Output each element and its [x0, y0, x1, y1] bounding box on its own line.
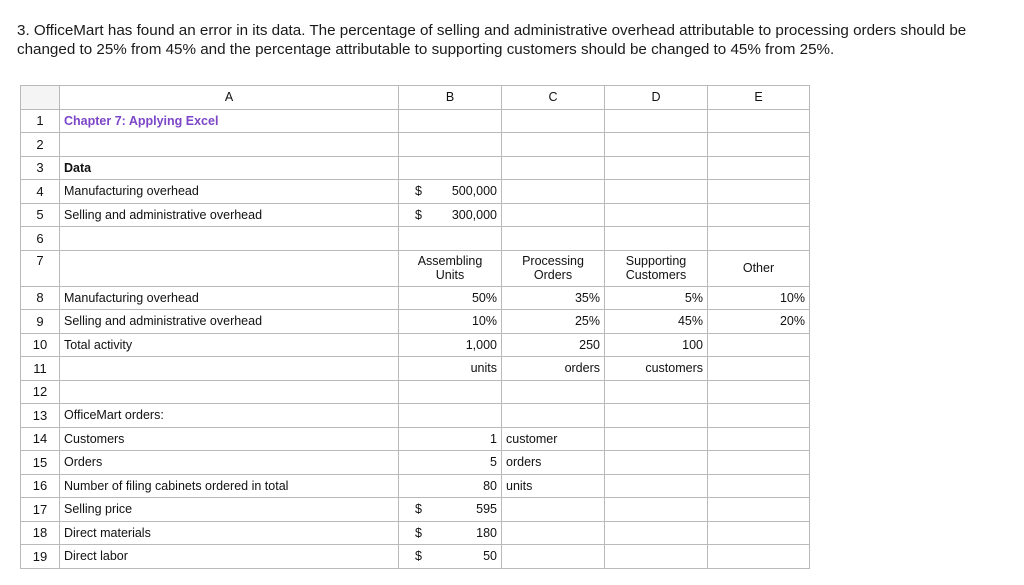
cell-c19[interactable]: [502, 545, 605, 569]
header-line-2: Units: [435, 268, 465, 282]
cell-d16[interactable]: [605, 474, 708, 498]
row-header[interactable]: 2: [21, 133, 60, 157]
cell-c2[interactable]: [502, 133, 605, 157]
cell-e10[interactable]: [708, 333, 810, 357]
amount: 300,000: [451, 207, 497, 222]
header-line-1: Supporting: [625, 254, 687, 268]
cell-e19[interactable]: [708, 545, 810, 569]
header-line-2: Orders: [533, 268, 573, 282]
row-header[interactable]: 18: [21, 521, 60, 545]
cell-c6[interactable]: [502, 227, 605, 251]
dollar-sign: $: [415, 549, 422, 564]
cell-a12[interactable]: [60, 380, 399, 404]
cell-b6[interactable]: [399, 227, 502, 251]
cell-b15[interactable]: 5: [399, 451, 502, 475]
cell-c5[interactable]: [502, 203, 605, 227]
cell-d8[interactable]: 5%: [605, 286, 708, 310]
table-row: [21, 427, 810, 451]
dollar-sign: $: [415, 502, 422, 517]
cell-e5[interactable]: [708, 203, 810, 227]
corner-cell[interactable]: [21, 86, 60, 110]
amount: 50: [483, 549, 497, 564]
cell-a10[interactable]: Total activity: [60, 333, 399, 357]
cell-a8[interactable]: Manufacturing overhead: [60, 286, 399, 310]
cell-b1[interactable]: [399, 109, 502, 133]
cell-c12[interactable]: [502, 380, 605, 404]
row-header[interactable]: 8: [21, 286, 60, 310]
column-header-row: [21, 86, 810, 110]
spreadsheet: [20, 85, 810, 569]
row-header[interactable]: 3: [21, 156, 60, 180]
row-header[interactable]: 6: [21, 227, 60, 251]
cell-c8[interactable]: 35%: [502, 286, 605, 310]
table-row: [21, 180, 810, 204]
cell-d15[interactable]: [605, 451, 708, 475]
cell-b19[interactable]: [399, 545, 502, 569]
table-row: [21, 380, 810, 404]
cell-a14[interactable]: Customers: [60, 427, 399, 451]
cell-e2[interactable]: [708, 133, 810, 157]
cell-b3[interactable]: [399, 156, 502, 180]
cell-b5[interactable]: [399, 203, 502, 227]
cell-c1[interactable]: [502, 109, 605, 133]
table-row: [21, 451, 810, 475]
cell-e15[interactable]: [708, 451, 810, 475]
table-row: [21, 109, 810, 133]
cell-d17[interactable]: [605, 498, 708, 522]
cell-a4[interactable]: Manufacturing overhead: [60, 180, 399, 204]
cell-c17[interactable]: [502, 498, 605, 522]
cell-c18[interactable]: [502, 521, 605, 545]
cell-a1[interactable]: Chapter 7: Applying Excel: [60, 109, 399, 133]
cell-d9[interactable]: 45%: [605, 310, 708, 334]
cell-d18[interactable]: [605, 521, 708, 545]
cell-d10[interactable]: 100: [605, 333, 708, 357]
cell-a19[interactable]: Direct labor: [60, 545, 399, 569]
cell-d5[interactable]: [605, 203, 708, 227]
cell-d14[interactable]: [605, 427, 708, 451]
cell-e7[interactable]: Other: [708, 250, 810, 286]
cell-e3[interactable]: [708, 156, 810, 180]
cell-e18[interactable]: [708, 521, 810, 545]
header-line-1: Assembling: [417, 254, 483, 268]
header-line-1: Processing: [522, 254, 584, 268]
row-header[interactable]: 15: [21, 451, 60, 475]
cell-c9[interactable]: 25%: [502, 310, 605, 334]
row-header[interactable]: 1: [21, 109, 60, 133]
cell-a5[interactable]: Selling and administrative overhead: [60, 203, 399, 227]
cell-a16[interactable]: Number of filing cabinets ordered in total: [60, 474, 399, 498]
cell-c7[interactable]: [502, 250, 605, 286]
dollar-sign: $: [415, 207, 422, 222]
row-header[interactable]: 12: [21, 380, 60, 404]
cell-e4[interactable]: [708, 180, 810, 204]
cell-d13[interactable]: [605, 404, 708, 428]
cell-a3[interactable]: Data: [60, 156, 399, 180]
cell-b4[interactable]: [399, 180, 502, 204]
row-header[interactable]: 5: [21, 203, 60, 227]
cell-b13[interactable]: [399, 404, 502, 428]
cell-e14[interactable]: [708, 427, 810, 451]
table-row: [21, 133, 810, 157]
cell-b16[interactable]: 80: [399, 474, 502, 498]
cell-c4[interactable]: [502, 180, 605, 204]
column-header-a[interactable]: A: [60, 86, 399, 110]
table-row: [21, 286, 810, 310]
amount: 180: [476, 525, 497, 540]
table-row: [21, 156, 810, 180]
cell-a11[interactable]: [60, 357, 399, 381]
cell-a18[interactable]: Direct materials: [60, 521, 399, 545]
cell-e17[interactable]: [708, 498, 810, 522]
cell-b7[interactable]: [399, 250, 502, 286]
cell-c14[interactable]: customer: [502, 427, 605, 451]
cell-b12[interactable]: [399, 380, 502, 404]
cell-d4[interactable]: [605, 180, 708, 204]
table-row: [21, 357, 810, 381]
header-line-2: Customers: [625, 268, 687, 282]
cell-c11[interactable]: orders: [502, 357, 605, 381]
cell-e9[interactable]: 20%: [708, 310, 810, 334]
table-row: [21, 498, 810, 522]
cell-d7[interactable]: [605, 250, 708, 286]
row-header[interactable]: 14: [21, 427, 60, 451]
row-header[interactable]: 10: [21, 333, 60, 357]
cell-d2[interactable]: [605, 133, 708, 157]
cell-b10[interactable]: 1,000: [399, 333, 502, 357]
dollar-sign: $: [415, 184, 422, 199]
column-header-e[interactable]: E: [708, 86, 810, 110]
cell-a15[interactable]: Orders: [60, 451, 399, 475]
cell-c16[interactable]: units: [502, 474, 605, 498]
column-header-c[interactable]: C: [502, 86, 605, 110]
table-row: [21, 545, 810, 569]
cell-c3[interactable]: [502, 156, 605, 180]
row-header[interactable]: 17: [21, 498, 60, 522]
row-header[interactable]: 9: [21, 310, 60, 334]
table-row: [21, 404, 810, 428]
cell-b18[interactable]: [399, 521, 502, 545]
row-header[interactable]: 19: [21, 545, 60, 569]
dollar-sign: $: [415, 525, 422, 540]
amount: 500,000: [451, 184, 497, 199]
cell-e12[interactable]: [708, 380, 810, 404]
cell-e6[interactable]: [708, 227, 810, 251]
cell-a7[interactable]: [60, 250, 399, 286]
amount: 595: [476, 502, 497, 517]
cell-a6[interactable]: [60, 227, 399, 251]
cell-a13[interactable]: OfficeMart orders:: [60, 404, 399, 428]
cell-e1[interactable]: [708, 109, 810, 133]
cell-c10[interactable]: 250: [502, 333, 605, 357]
cell-d12[interactable]: [605, 380, 708, 404]
cell-a2[interactable]: [60, 133, 399, 157]
row-header[interactable]: 16: [21, 474, 60, 498]
cell-a17[interactable]: Selling price: [60, 498, 399, 522]
table-row: [21, 474, 810, 498]
question-text: 3. OfficeMart has found an error in its data. The percentage of selling and administrative overhead attributable to processing orders should be changed to 25% from 45% and the percentage attributable to supporting customers should be changed to 45% from 25%.: [17, 22, 967, 58]
cell-d6[interactable]: [605, 227, 708, 251]
cell-e8[interactable]: 10%: [708, 286, 810, 310]
cell-b14[interactable]: 1: [399, 427, 502, 451]
table-row: [21, 250, 810, 286]
table-row: [21, 521, 810, 545]
cell-e13[interactable]: [708, 404, 810, 428]
table-row: [21, 203, 810, 227]
cell-c15[interactable]: orders: [502, 451, 605, 475]
cell-b8[interactable]: 50%: [399, 286, 502, 310]
cell-d1[interactable]: [605, 109, 708, 133]
row-header[interactable]: 13: [21, 404, 60, 428]
table-row: [21, 227, 810, 251]
cell-b2[interactable]: [399, 133, 502, 157]
table-row: [21, 310, 810, 334]
row-header[interactable]: 7: [21, 250, 60, 286]
cell-b11[interactable]: units: [399, 357, 502, 381]
cell-a9[interactable]: Selling and administrative overhead: [60, 310, 399, 334]
cell-d19[interactable]: [605, 545, 708, 569]
cell-e16[interactable]: [708, 474, 810, 498]
row-header[interactable]: 4: [21, 180, 60, 204]
cell-e11[interactable]: [708, 357, 810, 381]
row-header[interactable]: 11: [21, 357, 60, 381]
cell-d3[interactable]: [605, 156, 708, 180]
cell-d11[interactable]: customers: [605, 357, 708, 381]
cell-b9[interactable]: 10%: [399, 310, 502, 334]
table-row: [21, 333, 810, 357]
cell-c13[interactable]: [502, 404, 605, 428]
column-header-b[interactable]: B: [399, 86, 502, 110]
column-header-d[interactable]: D: [605, 86, 708, 110]
cell-b17[interactable]: [399, 498, 502, 522]
